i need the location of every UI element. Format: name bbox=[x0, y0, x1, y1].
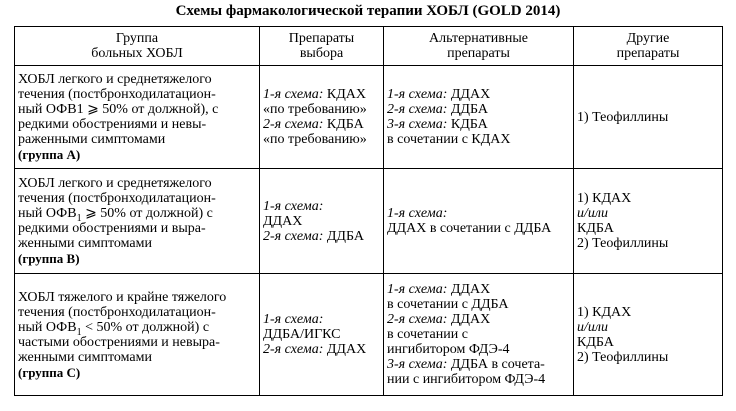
group-text: раженными симптомами bbox=[18, 132, 166, 147]
scheme-text: ДДАХ bbox=[263, 213, 303, 229]
scheme-label: 3-я схема: bbox=[387, 117, 448, 132]
other-text: 2) Теофиллины bbox=[577, 349, 669, 365]
group-text: женными симптомами bbox=[18, 236, 152, 251]
group-cell bbox=[15, 169, 260, 274]
scheme-label: 1-я схема: bbox=[263, 198, 324, 214]
group-cell bbox=[15, 274, 260, 396]
scheme-label: 3-я схема: bbox=[387, 357, 448, 372]
header-text: препараты bbox=[447, 46, 510, 61]
group-label: (группа В) bbox=[18, 251, 80, 266]
scheme-label: 2-я схема: bbox=[263, 117, 324, 132]
scheme-label: 2-я схема: bbox=[387, 102, 448, 117]
header-text: Альтернативные bbox=[429, 31, 528, 46]
scheme-label: 1-я схема: bbox=[387, 282, 448, 297]
choice-cell bbox=[260, 169, 384, 274]
scheme-text: ДДБА bbox=[450, 102, 488, 117]
group-text: частыми обострениями и невыра- bbox=[18, 334, 220, 350]
scheme-text: КДАХ bbox=[326, 87, 366, 102]
alternative-cell bbox=[384, 274, 574, 396]
scheme-label: 2-я схема: bbox=[263, 228, 324, 244]
table-row-group-b bbox=[15, 169, 723, 274]
choice-cell bbox=[260, 274, 384, 396]
scheme-label: 1-я схема: bbox=[263, 312, 324, 327]
scheme-text: ДДБА/ИГКС bbox=[263, 327, 341, 342]
header-text: препараты bbox=[616, 46, 680, 61]
group-label: (группа С) bbox=[18, 364, 81, 380]
scheme-text: ДДАХ bbox=[450, 87, 491, 102]
scheme-text: в сочетании с КДАХ bbox=[387, 132, 511, 147]
scheme-text: «по требованию» bbox=[263, 102, 367, 117]
header-choice bbox=[260, 27, 384, 66]
other-text: КДБА bbox=[577, 221, 614, 236]
table-row-group-c bbox=[15, 274, 723, 396]
choice-cell bbox=[260, 66, 384, 169]
group-text: течения (постбронходилатацион- bbox=[18, 191, 216, 206]
scheme-text: ДДАХ в сочетании с ДДБА bbox=[387, 221, 552, 236]
group-text: течения (постбронходилатацион- bbox=[18, 304, 216, 320]
group-text: редкими обострениями и невы- bbox=[18, 117, 207, 132]
group-text: ХОБЛ легкого и среднетяжелого bbox=[18, 176, 212, 191]
scheme-text: ДДАХ bbox=[450, 312, 491, 327]
group-text: ⩾ 50% от должной) с bbox=[85, 206, 213, 221]
scheme-text: КДБА bbox=[326, 117, 364, 132]
scheme-text: «по требованию» bbox=[263, 132, 367, 147]
scheme-text: ДДБА bbox=[326, 228, 364, 244]
scheme-text: ДДАХ bbox=[326, 342, 367, 357]
scheme-label: 1-я схема: bbox=[387, 206, 448, 221]
fev-subscript: 1 bbox=[76, 212, 82, 224]
other-label: и/или bbox=[577, 319, 608, 335]
other-text: КДБА bbox=[577, 334, 614, 350]
scheme-label: 1-я схема: bbox=[387, 87, 448, 102]
alternative-cell bbox=[384, 169, 574, 274]
scheme-text: нии с ингибитором ФДЭ-4 bbox=[387, 372, 546, 387]
scheme-text: в сочетании с bbox=[387, 327, 468, 342]
group-cell bbox=[15, 66, 260, 169]
scheme-text: КДБА bbox=[450, 117, 488, 132]
group-text: ный ОФВ bbox=[18, 206, 77, 221]
scheme-text: ингибитором ФДЭ-4 bbox=[387, 342, 510, 357]
header-text: Другие bbox=[626, 31, 670, 46]
other-text: 1) Теофиллины bbox=[577, 109, 669, 125]
group-text: ХОБЛ легкого и среднетяжелого bbox=[18, 72, 212, 87]
scheme-label: 1-я схема: bbox=[263, 87, 324, 102]
header-alternative bbox=[384, 27, 574, 66]
header-text: Группа bbox=[115, 31, 159, 46]
header-text: выбора bbox=[299, 46, 344, 61]
other-text: 1) КДАХ bbox=[577, 191, 632, 206]
group-label: (группа А) bbox=[18, 147, 81, 162]
scheme-label: 2-я схема: bbox=[387, 312, 448, 327]
other-cell bbox=[574, 66, 723, 169]
scheme-text: ДДАХ bbox=[450, 282, 491, 297]
other-text: 1) КДАХ bbox=[577, 304, 632, 320]
header-text: Препараты bbox=[288, 31, 355, 46]
group-text: течения (постбронходилатацион- bbox=[18, 87, 216, 102]
group-text: женными симптомами bbox=[18, 349, 152, 365]
therapy-table bbox=[14, 26, 723, 396]
group-text: < 50% от должной) с bbox=[85, 319, 210, 335]
header-other bbox=[574, 27, 723, 66]
alternative-cell bbox=[384, 66, 574, 169]
table-row-group-a bbox=[15, 66, 723, 169]
other-cell bbox=[574, 169, 723, 274]
other-cell bbox=[574, 274, 723, 396]
header-group bbox=[15, 27, 260, 66]
scheme-text: ДДБА в сочета- bbox=[450, 357, 545, 372]
group-text: редкими обострениями и выра- bbox=[18, 221, 206, 236]
scheme-text: в сочетании с ДДБА bbox=[387, 297, 509, 312]
header-row bbox=[15, 27, 723, 66]
other-text: 2) Теофиллины bbox=[577, 236, 669, 251]
fev-subscript: 1 bbox=[76, 326, 82, 338]
group-text: ный ОФВ1 ⩾ 50% от должной), с bbox=[18, 102, 219, 117]
scheme-label: 2-я схема: bbox=[263, 342, 324, 357]
header-text: больных ХОБЛ bbox=[91, 46, 183, 61]
other-label: и/или bbox=[577, 206, 608, 221]
page-title: Схемы фармакологической терапии ХОБЛ (GOLD 2014) bbox=[175, 3, 561, 19]
group-text: ХОБЛ тяжелого и крайне тяжелого bbox=[18, 289, 227, 305]
group-text: ный ОФВ bbox=[18, 319, 77, 335]
